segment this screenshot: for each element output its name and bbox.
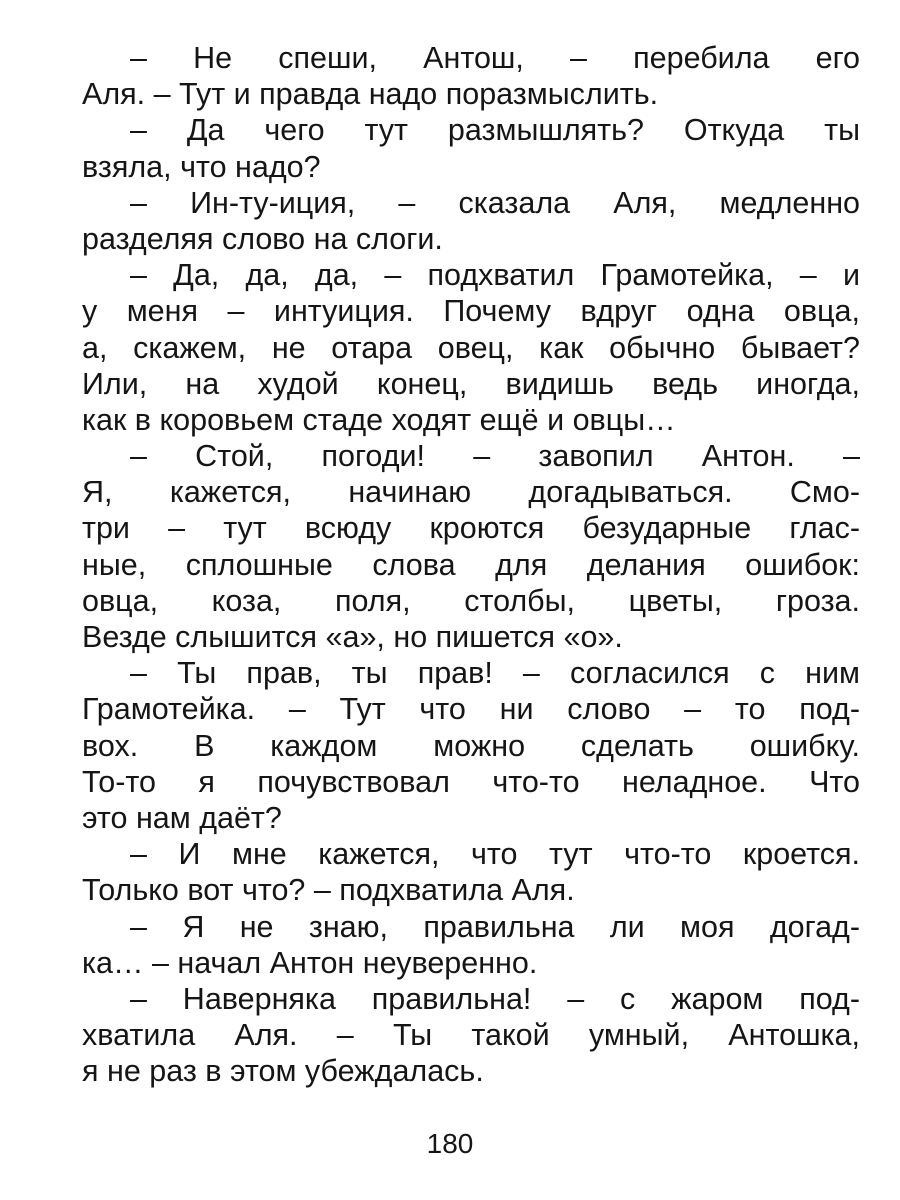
story-text [82,40,860,1089]
text-line: я не раз в этом убеждалась. [82,1054,484,1089]
text-line: – Да чего тут размышлять? Откуда ты [130,113,860,148]
text-line: ные, сплошные слова для делания ошибок: [82,547,860,582]
text-line: Аля. – Тут и правда надо поразмыслить. [82,77,659,112]
text-line: у меня – интуиция. Почему вдруг одна овца, [82,294,860,329]
text-line: взяла, что надо? [82,149,321,184]
text-line: как в коровьем стаде ходят ещё и овцы… [82,402,676,437]
text-line: овца, коза, поля, столбы, цветы, гроза. [82,583,860,618]
text-line: – Ин-ту-иция, – сказала Аля, медленно [130,185,860,220]
page-number: 180 [426,1128,474,1159]
text-line: ка… – начал Антон неуверенно. [82,945,538,980]
text-line: То-то я почувствовал что-то неладное. Что [82,764,860,799]
text-line: Я, кажется, начинаю догадываться. Смо- [82,475,860,510]
text-line: – Наверняка правильна! – с жаром под- [130,981,860,1016]
text-line: разделяя слово на слоги. [82,221,443,256]
text-line: – Ты прав, ты прав! – согласился с ним [130,656,860,691]
text-line: это нам даёт? [82,800,282,835]
text-line: – И мне кажется, что тут что-то кроется. [130,837,860,872]
text-line: три – тут всюду кроются безударные глас- [82,511,860,546]
text-line: – Да, да, да, – подхватил Грамотейка, – и [130,258,860,293]
text-line: – Стой, погоди! – завопил Антон. – [130,439,860,474]
text-line: Только вот что? – подхватила Аля. [82,873,575,908]
text-line: Грамотейка. – Тут что ни слово – то под- [82,692,860,727]
text-line: Или, на худой конец, видишь ведь иногда, [82,366,860,401]
text-line: хватила Аля. – Ты такой умный, Антошка, [82,1018,860,1053]
text-line: – Не спеши, Антош, – перебила его [130,41,860,75]
text-line: Везде слышится «а», но пишется «о». [82,620,623,654]
text-line: а, скажем, не отара овец, как обычно бывает? [82,330,860,365]
text-line: – Я не знаю, правильна ли моя догад- [130,909,860,944]
text-line: вох. В каждом можно сделать ошибку. [82,728,860,763]
